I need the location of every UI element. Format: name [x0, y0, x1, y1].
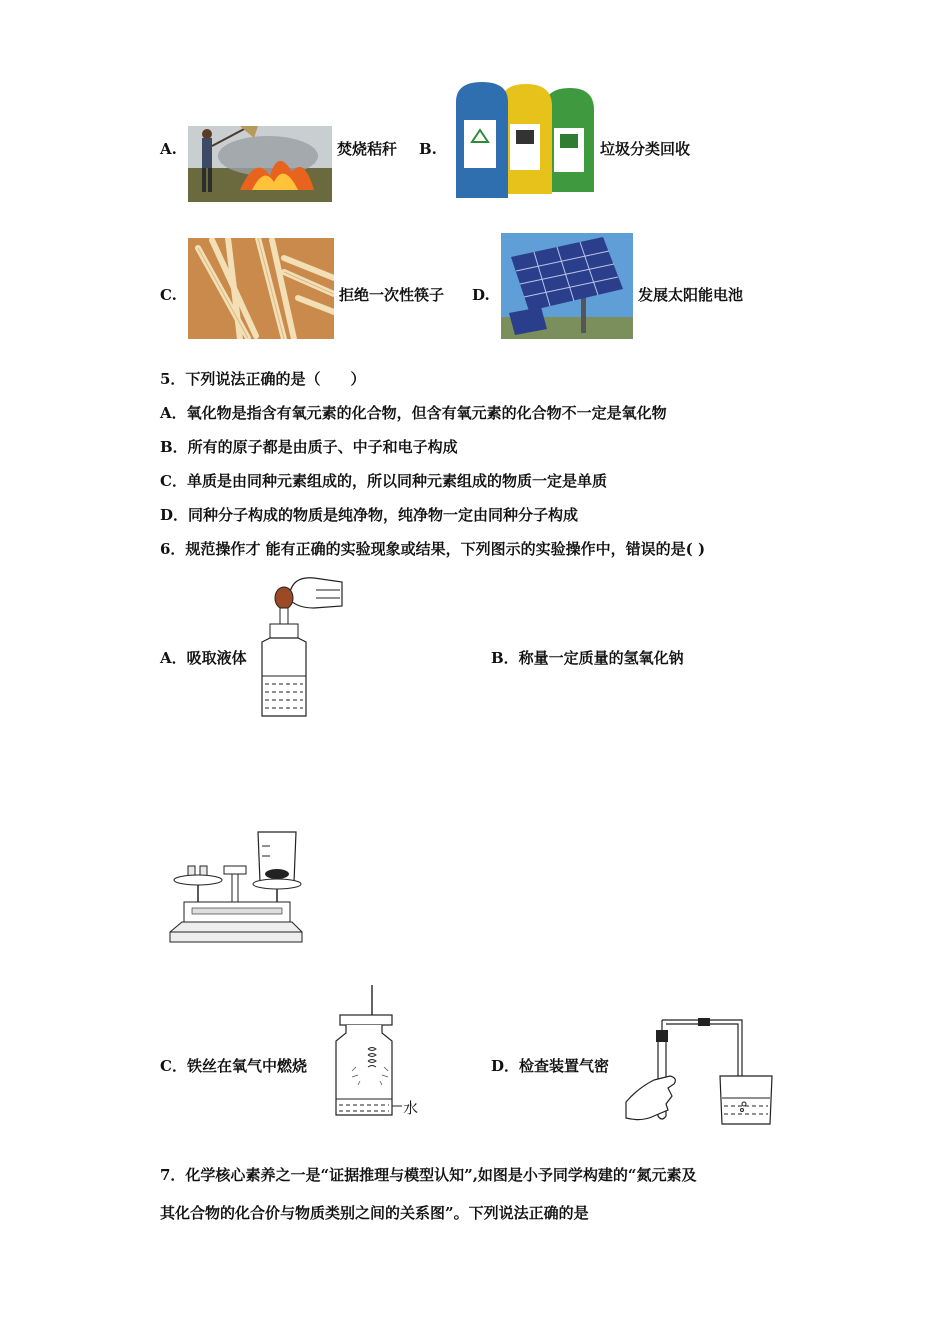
balance-scale-diagram-icon: [166, 828, 304, 950]
q6-stem: 6．规范操作才 能有正确的实验现象或结果，下列图示的实验操作中，错误的是( ): [160, 540, 706, 558]
q4-option-c-letter: C.: [160, 286, 177, 304]
q4-option-c-text: 拒绝一次性筷子: [339, 286, 445, 304]
q5-option-d: D．同种分子构成的物质是纯净物，纯净物一定由同种分子构成: [160, 506, 579, 524]
recycling-bins-photo-icon: [452, 80, 598, 202]
disposable-chopsticks-photo-icon: [188, 238, 334, 339]
q6-option-b-label: B．称量一定质量的氢氧化钠: [491, 649, 684, 667]
burning-straw-photo-icon: [188, 126, 332, 202]
q5-option-a: A．氧化物是指含有氧元素的化合物，但含有氧元素的化合物不一定是氧化物: [160, 404, 667, 422]
q4-option-d-text: 发展太阳能电池: [638, 286, 744, 304]
q5-option-c: C．单质是由同种元素组成的，所以同种元素组成的物质一定是单质: [160, 472, 607, 490]
q4-option-b-text: 垃圾分类回收: [600, 140, 691, 158]
q7-stem-line-2: 其化合物的化合价与物质类别之间的关系图”。下列说法正确的是: [160, 1204, 589, 1222]
q5-stem: 5．下列说法正确的是（ ）: [160, 370, 366, 388]
q7-stem-line-1: 7．化学核心素养之一是“证据推理与模型认知”,如图是小予同学构建的“氮元素及: [160, 1166, 697, 1184]
q5-option-b: B．所有的原子都是由质子、中子和电子构成: [160, 438, 458, 456]
airtightness-check-diagram-icon: [624, 1018, 780, 1128]
solar-panel-photo-icon: [501, 233, 633, 339]
q6-option-a-label: A．吸取液体: [160, 649, 247, 667]
q6-option-d-label: D．检查装置气密: [491, 1057, 610, 1075]
q4-option-a-letter: A.: [160, 140, 177, 158]
q6-option-c-label: C．铁丝在氧气中燃烧: [160, 1057, 307, 1075]
dropper-in-bottle-diagram-icon: [254, 572, 346, 720]
q4-option-b-letter: B.: [419, 140, 437, 158]
q4-option-a-text: 焚烧秸秆: [337, 140, 398, 158]
water-annotation-label: 水: [403, 1099, 419, 1117]
q4-option-d-letter: D.: [472, 286, 490, 304]
